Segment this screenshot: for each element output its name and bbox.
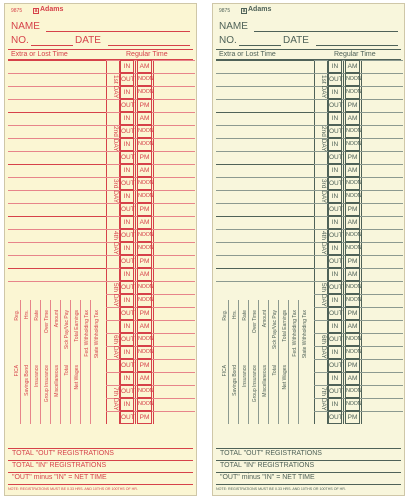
summary-label: Rate xyxy=(34,310,40,321)
grid-row-line xyxy=(216,151,314,152)
grid-row-line xyxy=(216,60,314,61)
slot-7-1-period-box[interactable]: NOON xyxy=(137,385,152,398)
time-grid xyxy=(216,60,401,424)
day-label: 7th DAY xyxy=(112,387,119,411)
grid-row-line xyxy=(8,138,106,139)
grid-row-line xyxy=(8,164,106,165)
name-line[interactable] xyxy=(254,31,398,32)
slot-4-0-period-box[interactable]: AM xyxy=(137,216,152,229)
day-label: 1st DAY xyxy=(112,75,119,99)
grid-column-divider xyxy=(278,300,279,424)
slot-5-0-in-out-box[interactable]: IN xyxy=(328,268,342,281)
grid-row-line xyxy=(216,203,314,204)
grid-column-divider xyxy=(30,300,31,424)
brand-logo-icon: a xyxy=(242,8,246,14)
slot-1-1-period-box[interactable]: NOON xyxy=(345,73,360,86)
slot-4-2-in-out-box[interactable]: IN xyxy=(120,242,134,255)
grid-row-line xyxy=(8,73,106,74)
total-out-row xyxy=(8,448,193,459)
registration-note: NOTE: REGISTRATIONS MUST BE 0.33 HRS. AND 10THS OR 100THS OF HR. xyxy=(216,484,401,491)
date-label: DATE xyxy=(283,35,309,46)
slot-5-0-period-box[interactable]: AM xyxy=(137,268,152,281)
summary-label: Fed. Withholding Tax xyxy=(292,310,298,357)
slot-2-1-in-out-box[interactable]: OUT xyxy=(328,125,342,138)
summary-label: Net Wages xyxy=(74,365,80,390)
summary-label: Miscellaneous xyxy=(54,365,60,397)
slot-7-3-in-out-box[interactable]: OUT xyxy=(328,411,342,424)
grid-column-divider xyxy=(40,300,41,424)
net-time-row xyxy=(8,472,193,483)
slot-5-3-period-box[interactable]: PM xyxy=(137,307,152,320)
slot-1-2-in-out-box[interactable]: IN xyxy=(120,86,134,99)
slot-6-1-period-box[interactable]: NOON xyxy=(137,333,152,346)
summary-label: Total xyxy=(272,365,278,376)
slot-6-2-in-out-box[interactable]: IN xyxy=(120,346,134,359)
slot-5-0-period-box[interactable]: AM xyxy=(345,268,360,281)
summary-label: Savings Bond xyxy=(232,365,238,396)
slot-5-0-in-out-box[interactable]: IN xyxy=(120,268,134,281)
net-time-row xyxy=(216,472,401,483)
column-header xyxy=(216,49,401,60)
slot-7-0-in-out-box[interactable]: IN xyxy=(120,372,134,385)
summary-label: State Withholding Tax xyxy=(302,310,308,359)
grid-row-line xyxy=(216,268,314,269)
grid-row-line xyxy=(8,177,106,178)
slot-5-1-in-out-box[interactable]: OUT xyxy=(328,281,342,294)
slot-1-0-period-box[interactable]: AM xyxy=(137,60,152,73)
brand-logo-icon: a xyxy=(34,8,38,14)
extra-time-label: Extra or Lost Time xyxy=(11,51,68,58)
slot-6-3-period-box[interactable]: PM xyxy=(137,359,152,372)
slot-5-2-in-out-box[interactable]: IN xyxy=(328,294,342,307)
number-line[interactable] xyxy=(31,45,73,46)
grid-row-line xyxy=(8,203,106,204)
slot-4-2-in-out-box[interactable]: IN xyxy=(328,242,342,255)
day-label: 1st DAY xyxy=(320,75,327,99)
slot-5-1-period-box[interactable]: NOON xyxy=(345,281,360,294)
number-line[interactable] xyxy=(239,45,281,46)
regular-time-label: Regular Time xyxy=(334,51,376,58)
slot-2-2-in-out-box[interactable]: IN xyxy=(120,138,134,151)
slot-7-0-in-out-box[interactable]: IN xyxy=(328,372,342,385)
slot-4-2-period-box[interactable]: NOON xyxy=(137,242,152,255)
slot-7-3-in-out-box[interactable]: OUT xyxy=(120,411,134,424)
slot-2-1-period-box[interactable]: NOON xyxy=(345,125,360,138)
slot-2-3-period-box[interactable]: PM xyxy=(137,151,152,164)
summary-label: Group Insurance xyxy=(44,365,50,403)
slot-5-2-period-box[interactable]: NOON xyxy=(137,294,152,307)
slot-2-0-period-box[interactable]: AM xyxy=(345,112,360,125)
summary-label: Group Insurance xyxy=(252,365,258,403)
summary-label: Insurance xyxy=(242,365,248,387)
grid-row-line xyxy=(8,190,106,191)
form-number: 9875 xyxy=(219,8,231,14)
slot-4-3-period-box[interactable]: PM xyxy=(137,255,152,268)
slot-1-2-period-box[interactable]: NOON xyxy=(137,86,152,99)
day-label: 6th DAY xyxy=(112,335,119,359)
day-label: 6th DAY xyxy=(320,335,327,359)
time-card-red xyxy=(4,3,197,496)
grid-row-line xyxy=(8,86,106,87)
day-label: 5th DAY xyxy=(320,283,327,307)
summary-label: Total Earnings xyxy=(74,310,80,342)
slot-5-1-period-box[interactable]: NOON xyxy=(137,281,152,294)
summary-label: Reg. xyxy=(222,310,228,321)
slot-3-2-period-box[interactable]: NOON xyxy=(137,190,152,203)
slot-1-2-period-box[interactable]: NOON xyxy=(345,86,360,99)
date-line[interactable] xyxy=(316,45,398,46)
grid-row-line xyxy=(8,242,106,243)
summary-label: FICA xyxy=(222,365,228,377)
summary-label: Reg. xyxy=(14,310,20,321)
date-label: DATE xyxy=(75,35,101,46)
number-label: NO. xyxy=(11,35,29,46)
slot-6-0-period-box[interactable]: AM xyxy=(137,320,152,333)
summary-label: State Withholding Tax xyxy=(94,310,100,359)
slot-3-2-period-box[interactable]: NOON xyxy=(345,190,360,203)
brand-text: Adams xyxy=(248,6,272,13)
slot-4-1-period-box[interactable]: NOON xyxy=(137,229,152,242)
registration-note: NOTE: REGISTRATIONS MUST BE 0.33 HRS. AND 10THS OR 100THS OF HR. xyxy=(8,484,193,491)
day-label: 2nd DAY xyxy=(320,126,327,152)
slot-3-1-period-box[interactable]: NOON xyxy=(137,177,152,190)
grid-row-line xyxy=(216,125,314,126)
grid-row-line xyxy=(8,125,106,126)
grid-column-divider xyxy=(288,300,289,424)
slot-6-2-period-box[interactable]: NOON xyxy=(345,346,360,359)
slot-3-1-in-out-box[interactable]: OUT xyxy=(120,177,134,190)
number-date-row xyxy=(219,35,398,47)
slot-3-2-in-out-box[interactable]: IN xyxy=(120,190,134,203)
slot-2-0-in-out-box[interactable]: IN xyxy=(120,112,134,125)
name-label: NAME xyxy=(219,21,248,32)
day-label: 4th DAY xyxy=(320,231,327,255)
slot-6-3-in-out-box[interactable]: OUT xyxy=(120,359,134,372)
total-out-label: TOTAL "OUT" REGISTRATIONS xyxy=(12,450,114,457)
grid-column-divider xyxy=(70,300,71,424)
grid-column-divider xyxy=(228,300,229,424)
slot-7-0-period-box[interactable]: AM xyxy=(137,372,152,385)
total-in-row xyxy=(8,460,193,471)
slot-4-0-in-out-box[interactable]: IN xyxy=(120,216,134,229)
grid-row-line xyxy=(8,60,106,61)
grid-row-line xyxy=(216,99,314,100)
total-in-row xyxy=(216,460,401,471)
slot-7-1-in-out-box[interactable]: OUT xyxy=(120,385,134,398)
slot-2-2-period-box[interactable]: NOON xyxy=(345,138,360,151)
slot-4-0-in-out-box[interactable]: IN xyxy=(328,216,342,229)
number-date-row xyxy=(11,35,190,47)
slot-6-0-in-out-box[interactable]: IN xyxy=(328,320,342,333)
grid-column-divider xyxy=(238,300,239,424)
slot-6-3-in-out-box[interactable]: OUT xyxy=(328,359,342,372)
slot-6-2-in-out-box[interactable]: IN xyxy=(328,346,342,359)
slot-3-0-in-out-box[interactable]: IN xyxy=(120,164,134,177)
time-grid xyxy=(8,60,193,424)
grid-row-line xyxy=(216,138,314,139)
grid-row-line xyxy=(8,112,106,113)
slot-3-1-period-box[interactable]: NOON xyxy=(345,177,360,190)
slot-1-0-in-out-box[interactable]: IN xyxy=(328,60,342,73)
slot-3-0-period-box[interactable]: AM xyxy=(137,164,152,177)
slot-3-3-in-out-box[interactable]: OUT xyxy=(120,203,134,216)
net-time-label: "OUT" minus "IN" = NET TIME xyxy=(220,474,315,481)
slot-3-3-period-box[interactable]: PM xyxy=(137,203,152,216)
column-header xyxy=(8,49,193,60)
slot-2-0-period-box[interactable]: AM xyxy=(137,112,152,125)
number-label: NO. xyxy=(219,35,237,46)
slot-7-3-period-box[interactable]: PM xyxy=(345,411,360,424)
brand-name xyxy=(33,6,63,14)
regular-time-label: Regular Time xyxy=(126,51,168,58)
slot-2-3-in-out-box[interactable]: OUT xyxy=(120,151,134,164)
slot-1-1-in-out-box[interactable]: OUT xyxy=(120,73,134,86)
name-field[interactable] xyxy=(219,21,398,33)
grid-row-line xyxy=(8,255,106,256)
summary-label: Over Time xyxy=(44,310,50,334)
day-label: 3rd DAY xyxy=(320,178,327,204)
grid-row-line xyxy=(216,73,314,74)
day-label: 4th DAY xyxy=(112,231,119,255)
summary-label: Savings Bond xyxy=(24,365,30,396)
slot-4-1-in-out-box[interactable]: OUT xyxy=(120,229,134,242)
summary-label: Hrs. xyxy=(232,310,238,320)
day-label: 7th DAY xyxy=(320,387,327,411)
slot-6-0-in-out-box[interactable]: IN xyxy=(120,320,134,333)
grid-row-line xyxy=(8,216,106,217)
grid-column-divider xyxy=(20,300,21,424)
slot-2-3-period-box[interactable]: PM xyxy=(345,151,360,164)
summary-label: Total xyxy=(64,365,70,376)
name-field[interactable] xyxy=(11,21,190,33)
grid-row-line xyxy=(216,229,314,230)
slot-7-1-in-out-box[interactable]: OUT xyxy=(328,385,342,398)
slot-4-0-period-box[interactable]: AM xyxy=(345,216,360,229)
day-label: 2nd DAY xyxy=(112,126,119,152)
grid-row-line xyxy=(216,164,314,165)
grid-row-line xyxy=(8,281,106,282)
slot-3-0-period-box[interactable]: AM xyxy=(345,164,360,177)
total-out-label: TOTAL "OUT" REGISTRATIONS xyxy=(220,450,322,457)
slot-3-2-in-out-box[interactable]: IN xyxy=(328,190,342,203)
slot-7-0-period-box[interactable]: AM xyxy=(345,372,360,385)
slot-5-3-period-box[interactable]: PM xyxy=(345,307,360,320)
brand-name xyxy=(241,6,271,14)
summary-label: Rate xyxy=(242,310,248,321)
slot-1-3-period-box[interactable]: PM xyxy=(137,99,152,112)
grid-row-line xyxy=(216,216,314,217)
total-in-label: TOTAL "IN" REGISTRATIONS xyxy=(220,462,315,469)
slot-5-2-in-out-box[interactable]: IN xyxy=(120,294,134,307)
grid-row-line xyxy=(8,268,106,269)
slot-6-2-period-box[interactable]: NOON xyxy=(137,346,152,359)
summary-label: FICA xyxy=(14,365,20,377)
slot-6-1-period-box[interactable]: NOON xyxy=(345,333,360,346)
time-card-grey xyxy=(212,3,405,496)
slot-6-0-period-box[interactable]: AM xyxy=(345,320,360,333)
slot-1-1-in-out-box[interactable]: OUT xyxy=(328,73,342,86)
slot-6-3-period-box[interactable]: PM xyxy=(345,359,360,372)
slot-1-3-in-out-box[interactable]: OUT xyxy=(120,99,134,112)
day-label: 5th DAY xyxy=(112,283,119,307)
form-number: 9875 xyxy=(11,8,23,14)
summary-label: Hrs. xyxy=(24,310,30,320)
grid-row-line xyxy=(216,86,314,87)
summary-label: Sick Pay/Vac Pay xyxy=(64,310,70,350)
total-in-label: TOTAL "IN" REGISTRATIONS xyxy=(12,462,107,469)
slot-7-2-in-out-box[interactable]: IN xyxy=(328,398,342,411)
slot-1-1-period-box[interactable]: NOON xyxy=(137,73,152,86)
slot-4-1-period-box[interactable]: NOON xyxy=(345,229,360,242)
summary-label: Over Time xyxy=(252,310,258,334)
slot-3-0-in-out-box[interactable]: IN xyxy=(328,164,342,177)
slot-2-2-period-box[interactable]: NOON xyxy=(137,138,152,151)
grid-row-line xyxy=(216,242,314,243)
slot-2-2-in-out-box[interactable]: IN xyxy=(328,138,342,151)
name-line[interactable] xyxy=(46,31,190,32)
slot-5-2-period-box[interactable]: NOON xyxy=(345,294,360,307)
grid-row-line xyxy=(216,281,314,282)
grid-column-divider xyxy=(80,300,81,424)
slot-2-0-in-out-box[interactable]: IN xyxy=(328,112,342,125)
extra-time-label: Extra or Lost Time xyxy=(219,51,276,58)
slot-3-3-in-out-box[interactable]: OUT xyxy=(328,203,342,216)
slot-5-3-in-out-box[interactable]: OUT xyxy=(120,307,134,320)
summary-label: Sick Pay/Vac Pay xyxy=(272,310,278,350)
slot-3-1-in-out-box[interactable]: OUT xyxy=(328,177,342,190)
brand-text: Adams xyxy=(40,6,64,13)
summary-label: Amount xyxy=(262,310,268,328)
summary-label: Net Wages xyxy=(282,365,288,390)
grid-column-divider xyxy=(248,300,249,424)
slot-4-2-period-box[interactable]: NOON xyxy=(345,242,360,255)
grid-row-line xyxy=(216,177,314,178)
summary-label: Amount xyxy=(54,310,60,328)
slot-4-1-in-out-box[interactable]: OUT xyxy=(328,229,342,242)
slot-7-1-period-box[interactable]: NOON xyxy=(345,385,360,398)
total-out-row xyxy=(216,448,401,459)
slot-5-1-in-out-box[interactable]: OUT xyxy=(120,281,134,294)
slot-1-0-period-box[interactable]: AM xyxy=(345,60,360,73)
grid-row-line xyxy=(216,112,314,113)
slot-7-2-period-box[interactable]: NOON xyxy=(137,398,152,411)
grid-row-line xyxy=(216,255,314,256)
slot-6-1-in-out-box[interactable]: OUT xyxy=(120,333,134,346)
name-label: NAME xyxy=(11,21,40,32)
slot-3-3-period-box[interactable]: PM xyxy=(345,203,360,216)
slot-7-2-in-out-box[interactable]: IN xyxy=(120,398,134,411)
slot-4-3-in-out-box[interactable]: OUT xyxy=(120,255,134,268)
date-line[interactable] xyxy=(108,45,190,46)
summary-label: Total Earnings xyxy=(282,310,288,342)
slot-1-3-in-out-box[interactable]: OUT xyxy=(328,99,342,112)
slot-7-2-period-box[interactable]: NOON xyxy=(345,398,360,411)
grid-column-divider xyxy=(50,300,51,424)
slot-1-3-period-box[interactable]: PM xyxy=(345,99,360,112)
summary-label: Insurance xyxy=(34,365,40,387)
slot-2-1-period-box[interactable]: NOON xyxy=(137,125,152,138)
slot-6-1-in-out-box[interactable]: OUT xyxy=(328,333,342,346)
day-label: 3rd DAY xyxy=(112,178,119,204)
grid-row-line xyxy=(216,190,314,191)
slot-2-3-in-out-box[interactable]: OUT xyxy=(328,151,342,164)
net-time-label: "OUT" minus "IN" = NET TIME xyxy=(12,474,107,481)
grid-column-divider xyxy=(268,300,269,424)
grid-row-line xyxy=(8,99,106,100)
grid-column-divider xyxy=(298,300,299,424)
slot-1-0-in-out-box[interactable]: IN xyxy=(120,60,134,73)
slot-5-3-in-out-box[interactable]: OUT xyxy=(328,307,342,320)
grid-row-line xyxy=(8,229,106,230)
slot-1-2-in-out-box[interactable]: IN xyxy=(328,86,342,99)
grid-column-divider xyxy=(258,300,259,424)
grid-column-divider xyxy=(60,300,61,424)
grid-column-divider xyxy=(90,300,91,424)
grid-row-line xyxy=(8,151,106,152)
summary-label: Fed. Withholding Tax xyxy=(84,310,90,357)
slot-2-1-in-out-box[interactable]: OUT xyxy=(120,125,134,138)
slot-7-3-period-box[interactable]: PM xyxy=(137,411,152,424)
slot-4-3-in-out-box[interactable]: OUT xyxy=(328,255,342,268)
slot-4-3-period-box[interactable]: PM xyxy=(345,255,360,268)
summary-label: Miscellaneous xyxy=(262,365,268,397)
